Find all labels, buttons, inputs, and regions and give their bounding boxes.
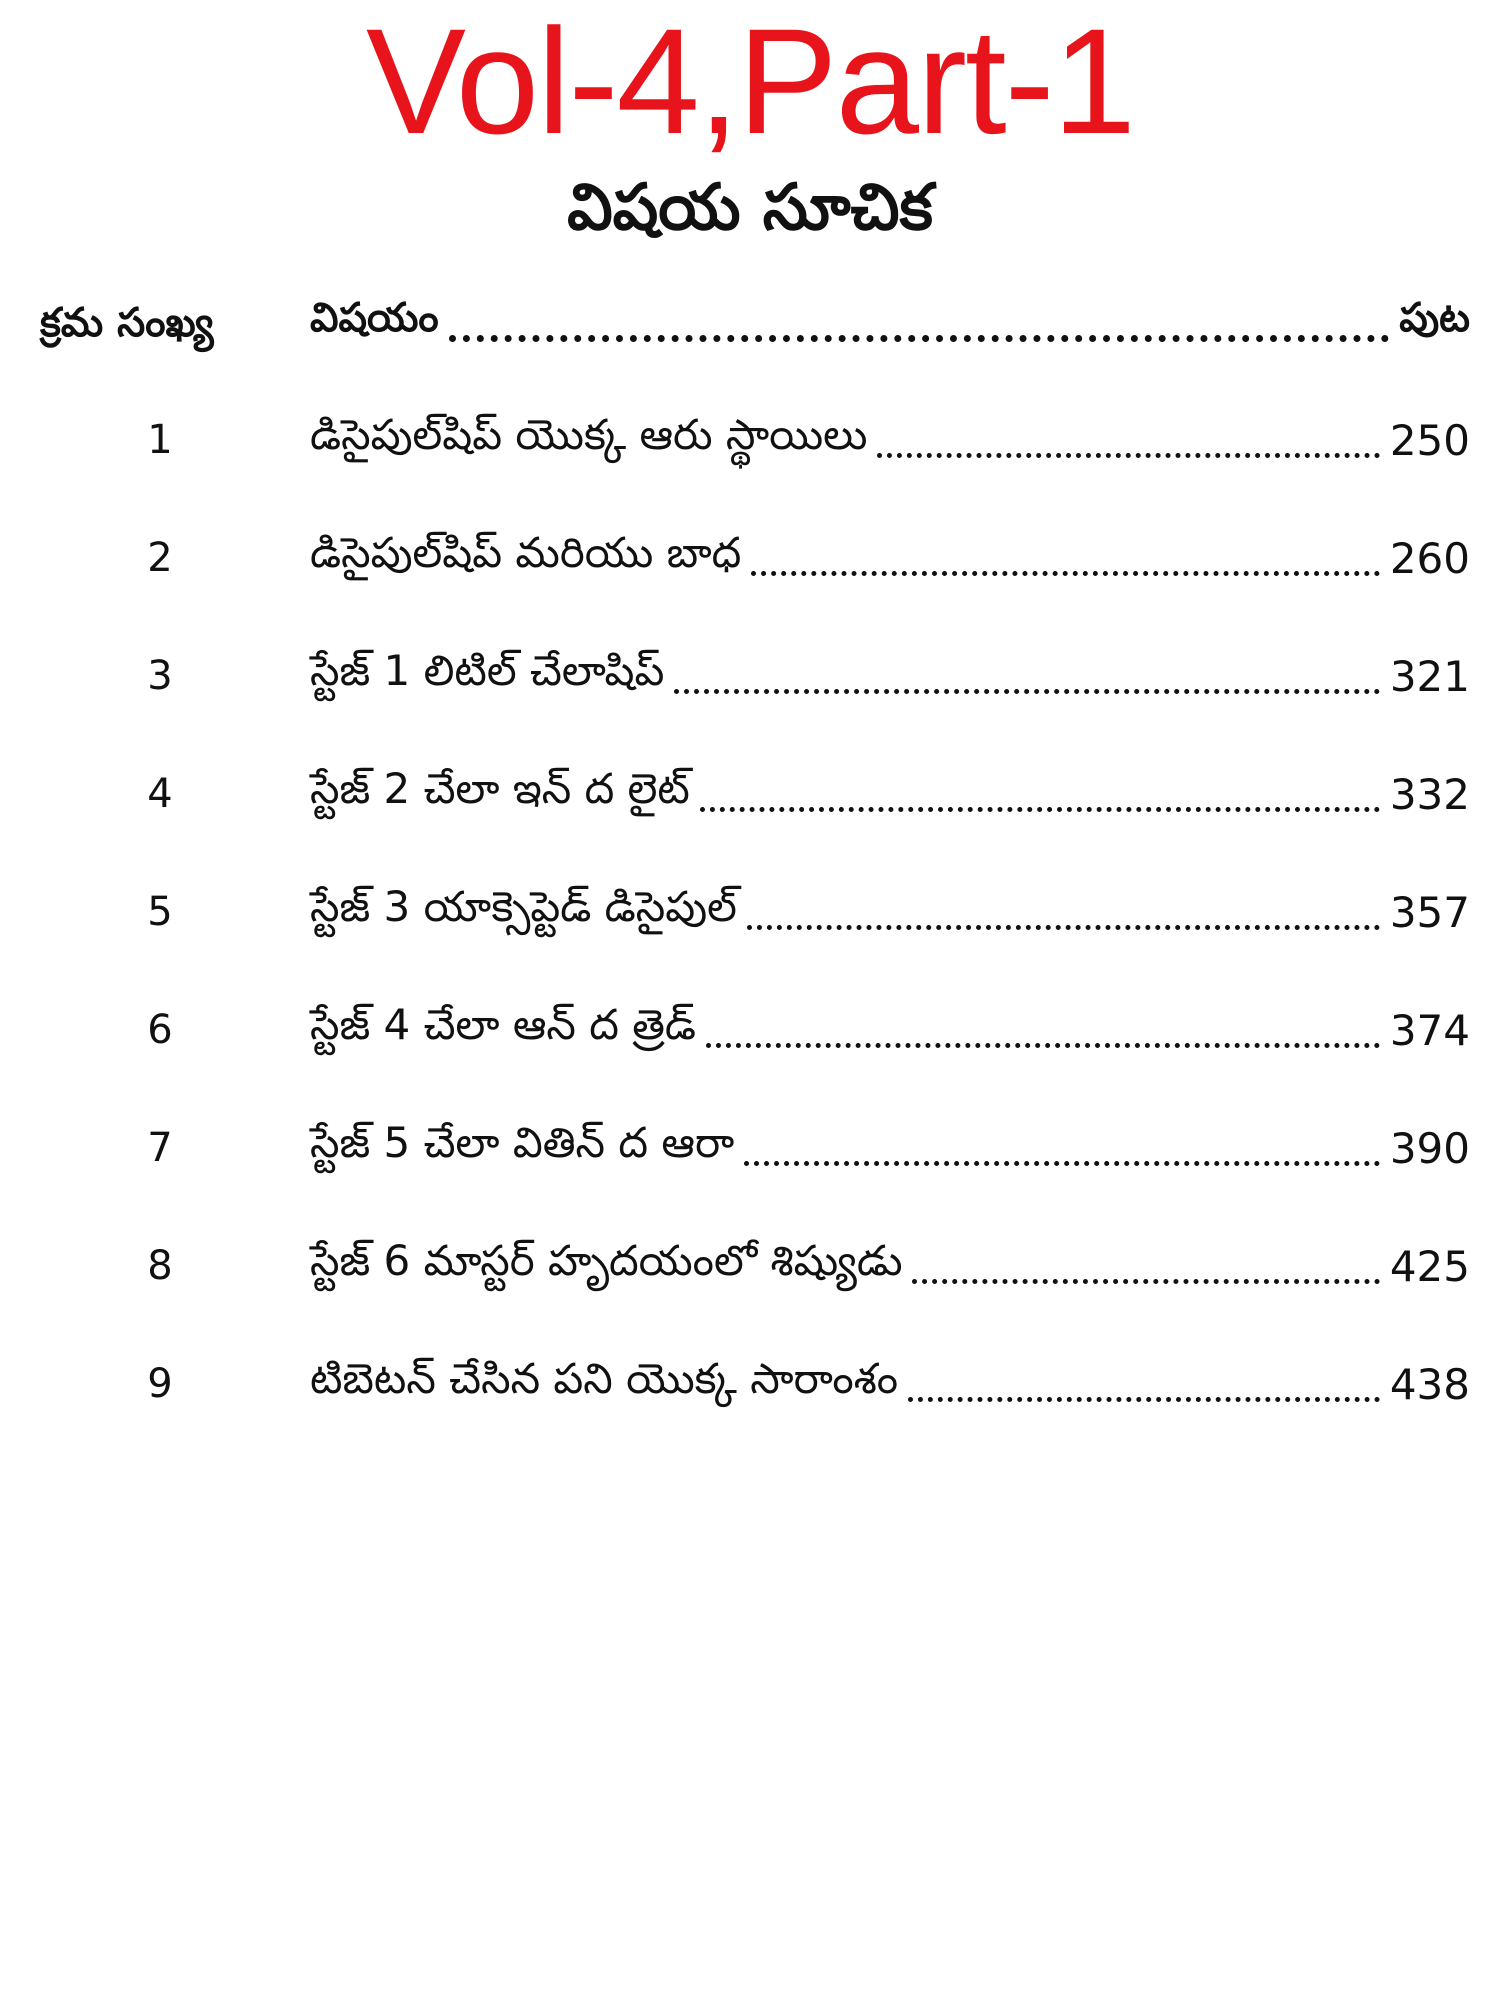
toc-entry — [310, 872, 1470, 952]
dot-leader — [674, 659, 1379, 694]
toc-serial-number: 7 — [147, 1125, 173, 1171]
toc-subject: స్టేజ్ 5 చేలా వితిన్ ద ఆరా — [310, 1118, 735, 1167]
toc-subject: డిసైపుల్‌షిప్ మరియు బాధ — [310, 528, 742, 577]
toc-subject: స్టేజ్ 2 చేలా ఇన్ ద లైట్ — [310, 764, 690, 813]
toc-entry — [310, 518, 1470, 598]
toc-entry — [310, 754, 1470, 834]
dot-leader — [751, 541, 1379, 576]
header-subject: విషయం — [310, 295, 439, 341]
dot-leader — [744, 1131, 1380, 1166]
toc-page-number: 390 — [1389, 1123, 1470, 1173]
toc-entry — [310, 636, 1470, 716]
dot-leader — [912, 1249, 1379, 1284]
header-page: పుట — [1399, 295, 1470, 341]
toc-row — [0, 990, 1500, 1070]
dot-leader — [700, 777, 1380, 812]
toc-row — [0, 1344, 1500, 1424]
dot-leader — [449, 305, 1390, 342]
toc-page-number: 332 — [1389, 769, 1470, 819]
dot-leader — [706, 1013, 1380, 1048]
toc-row — [0, 754, 1500, 834]
toc-page-number: 250 — [1389, 415, 1470, 465]
toc-subject: స్టేజ్ 3 యాక్సెప్టెడ్ డిసైపుల్ — [310, 882, 737, 931]
toc-header-row — [0, 283, 1500, 363]
toc-subject: స్టేజ్ 6 మాస్టర్ హృదయంలో శిష్యుడు — [310, 1236, 903, 1285]
toc-serial-number: 1 — [147, 417, 173, 463]
toc-page-number: 260 — [1389, 533, 1470, 583]
toc-serial-number: 3 — [147, 653, 173, 699]
toc-serial-number: 4 — [147, 771, 173, 817]
toc-subject: స్టేజ్ 4 చేలా ఆన్ ద త్రెడ్ — [310, 1000, 696, 1049]
dot-leader — [747, 895, 1380, 930]
toc-heading: విషయ సూచిక — [567, 171, 933, 245]
header-serial-number: క్రమ సంఖ్య — [40, 300, 214, 346]
toc-row — [0, 636, 1500, 716]
dot-leader — [908, 1367, 1380, 1402]
dot-leader — [877, 423, 1379, 458]
toc-serial-number: 6 — [147, 1007, 173, 1053]
toc-subject: డిసైపుల్‌షిప్ యొక్క ఆరు స్థాయిలు — [310, 410, 868, 459]
toc-entry — [310, 400, 1470, 480]
toc-serial-number: 8 — [147, 1243, 173, 1289]
toc-page-number: 425 — [1389, 1241, 1470, 1291]
toc-page-number: 374 — [1389, 1005, 1470, 1055]
toc-row — [0, 400, 1500, 480]
volume-title: Vol-4,Part-1 — [365, 0, 1135, 165]
toc-row — [0, 872, 1500, 952]
toc-serial-number: 9 — [147, 1361, 173, 1407]
toc-serial-number: 5 — [147, 889, 173, 935]
header-entry — [310, 283, 1470, 363]
toc-subject: స్టేజ్ 1 లిటిల్ చేలాషిప్ — [310, 646, 665, 695]
toc-entry — [310, 990, 1470, 1070]
toc-page-number: 321 — [1389, 651, 1470, 701]
toc-entry — [310, 1108, 1470, 1188]
toc-serial-number: 2 — [147, 535, 173, 581]
toc-row — [0, 1108, 1500, 1188]
toc-row — [0, 518, 1500, 598]
toc-page-number: 357 — [1389, 887, 1470, 937]
toc-page-number: 438 — [1389, 1359, 1470, 1409]
toc-subject: టిబెటన్ చేసిన పని యొక్క సారాంశం — [310, 1354, 899, 1403]
toc-entry — [310, 1226, 1470, 1306]
toc-row — [0, 1226, 1500, 1306]
toc-entry — [310, 1344, 1470, 1424]
